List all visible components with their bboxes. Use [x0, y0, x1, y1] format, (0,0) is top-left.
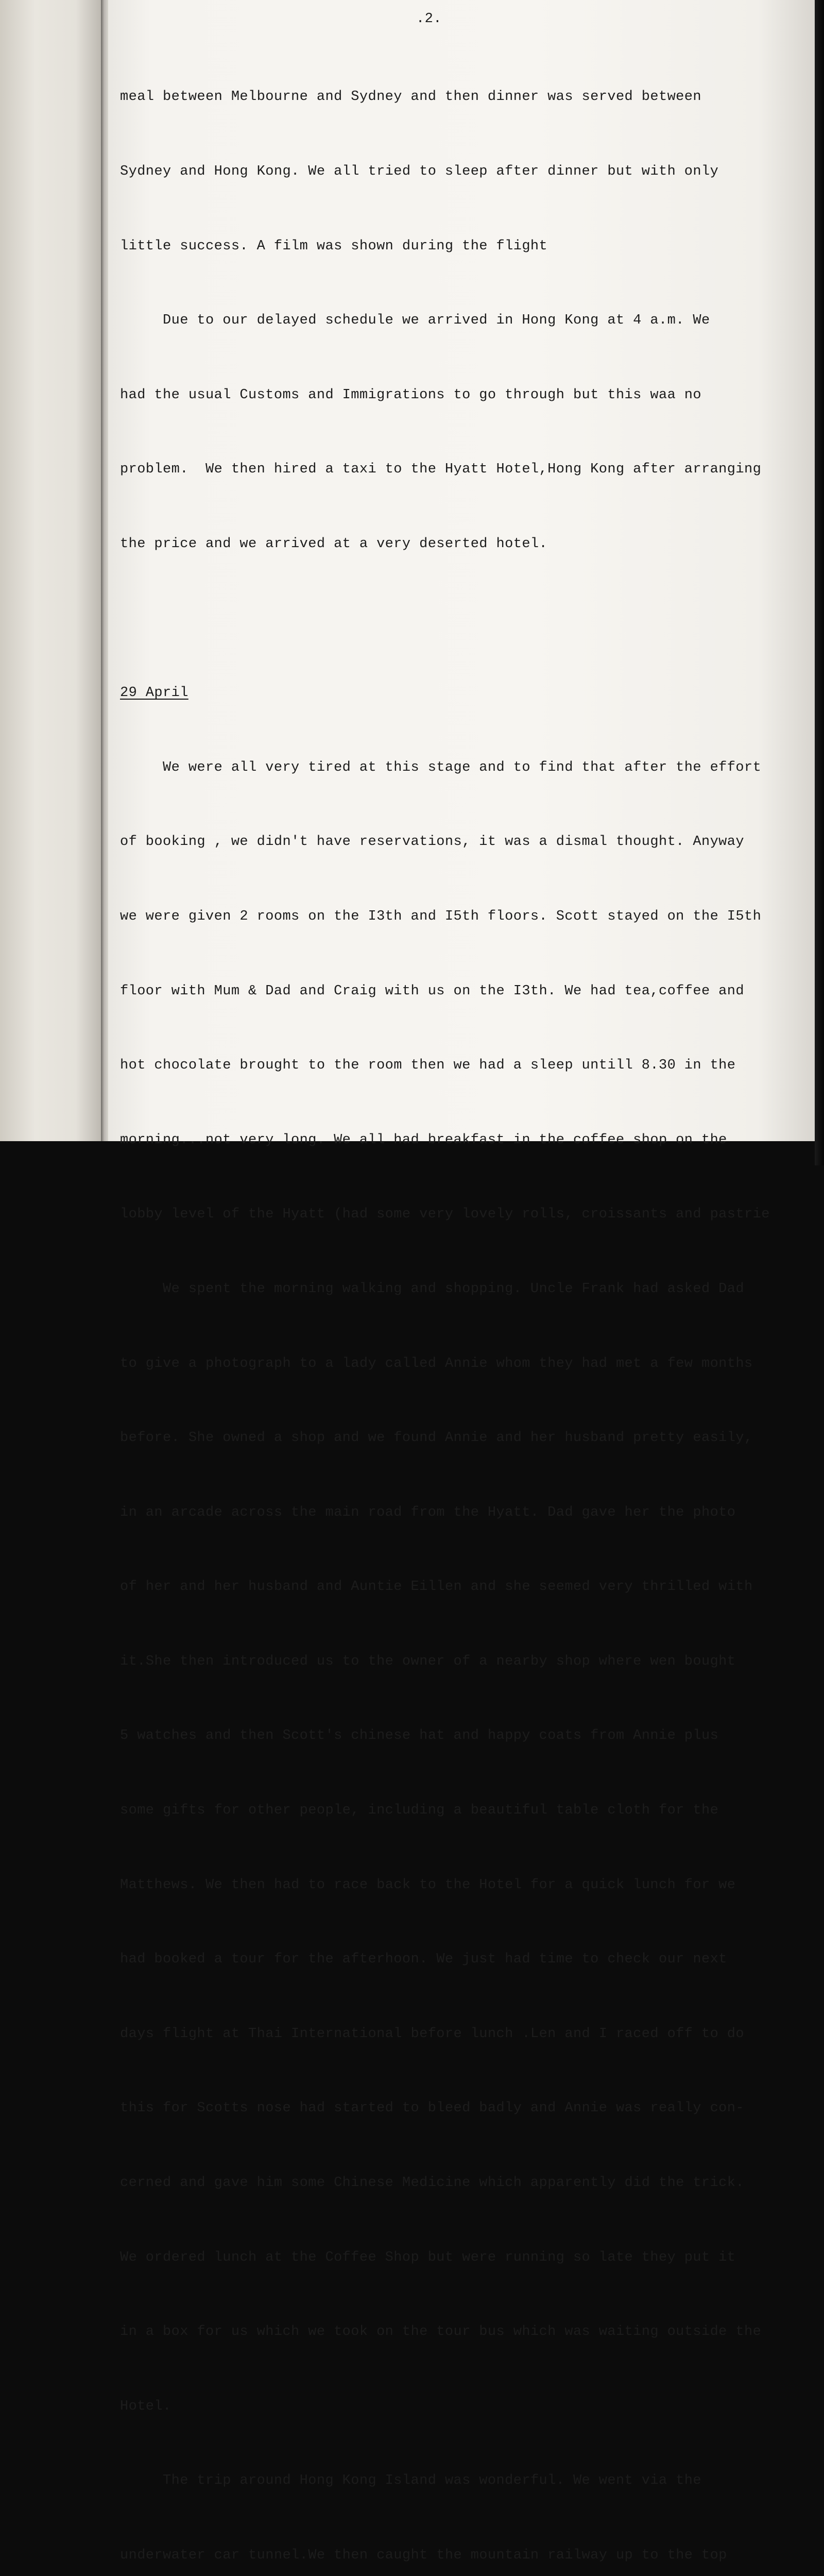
text-line: cerned and gave him some Chinese Medicine which apparently did the trick. — [120, 2175, 744, 2191]
text-line: in an arcade across the main road from the Hyatt. Dad gave her the photo — [120, 1504, 736, 1520]
text-line: underwater car tunnel.We then caught the mountain railway up to the top — [120, 2548, 727, 2563]
text-line: to give a photograph to a lady called Annie whom they had met a few months — [120, 1355, 753, 1371]
text-line: in a box for us which we took on the tour bus which was waiting outside the — [120, 2324, 762, 2340]
text-line: some gifts for other people, including a beautiful table cloth for the — [120, 1803, 719, 1819]
facing-page-edge — [0, 0, 101, 1165]
book-gutter-shadow — [101, 0, 108, 1165]
text-line: We were all very tired at this stage and to find that after the effort — [120, 759, 762, 775]
text-line: We ordered lunch at the Coffee Shop but were running so late they put it — [120, 2249, 736, 2265]
text-line: problem. We then hired a taxi to the Hyatt Hotel,Hong Kong after arranging — [120, 462, 762, 478]
text-line: lobby level of the Hyatt (had some very lovely rolls, croissants and pastrie — [120, 1207, 770, 1223]
text-line: had booked a tour for the afterhoon. We just had time to check our next — [120, 1952, 727, 1968]
text-line: hot chocolate brought to the room then we had a sleep untill 8.30 in the — [120, 1058, 736, 1074]
text-line: Hotel. — [120, 2398, 171, 2414]
text-line: morning...not very long. We all had breakfast in the coffee shop on the — [120, 1132, 727, 1148]
page-number: .2. — [416, 11, 442, 27]
text-line: had the usual Customs and Immigrations to go through but this waa no — [120, 387, 701, 403]
page-body — [120, 35, 815, 2576]
text-line: Matthews. We then had to race back to the Hotel for a quick lunch for we — [120, 1877, 736, 1893]
date-heading-line — [120, 681, 815, 705]
text-line: the price and we arrived at a very deserted hotel. — [120, 536, 548, 552]
text-line: of booking , we didn't have reservations, it was a dismal thought. Anyway — [120, 834, 744, 850]
date-heading: 29 April — [120, 685, 188, 701]
text-line: before. She owned a shop and we found Annie and her husband pretty easily, — [120, 1430, 753, 1446]
paragraph-gap — [120, 606, 815, 631]
scan-background-right — [815, 0, 824, 1165]
text-line: of her and her husband and Auntie Eillen and she seemed very thrilled with — [120, 1579, 753, 1595]
text-line: little success. A film was shown during the flight — [120, 238, 548, 254]
text-line: days flight at Thai International before lunch .Len and I raced off to do — [120, 2026, 744, 2042]
text-line: it.She then introduced us to the owner of a nearby shop where wen bought — [120, 1653, 736, 1669]
text-line: 5 watches and then Scott's chinese hat and happy coats from Annie plus — [120, 1728, 719, 1744]
text-line: The trip around Hong Kong Island was wonderful. We went via the — [120, 2473, 701, 2489]
text-line: Sydney and Hong Kong. We all tried to sleep after dinner but with only — [120, 164, 719, 179]
text-line: We spent the morning walking and shopping. Uncle Frank had asked Dad — [120, 1281, 744, 1297]
text-line: Due to our delayed schedule we arrived in Hong Kong at 4 a.m. We — [120, 313, 710, 329]
text-line: we were given 2 rooms on the I3th and I5th floors. Scott stayed on the I5th — [120, 908, 762, 924]
text-line: meal between Melbourne and Sydney and then dinner was served between — [120, 89, 701, 105]
text-line: floor with Mum & Dad and Craig with us on the I3th. We had tea,coffee and — [120, 983, 744, 999]
text-line: this for Scotts nose had started to bleed badly and Annie was really con- — [120, 2100, 744, 2116]
